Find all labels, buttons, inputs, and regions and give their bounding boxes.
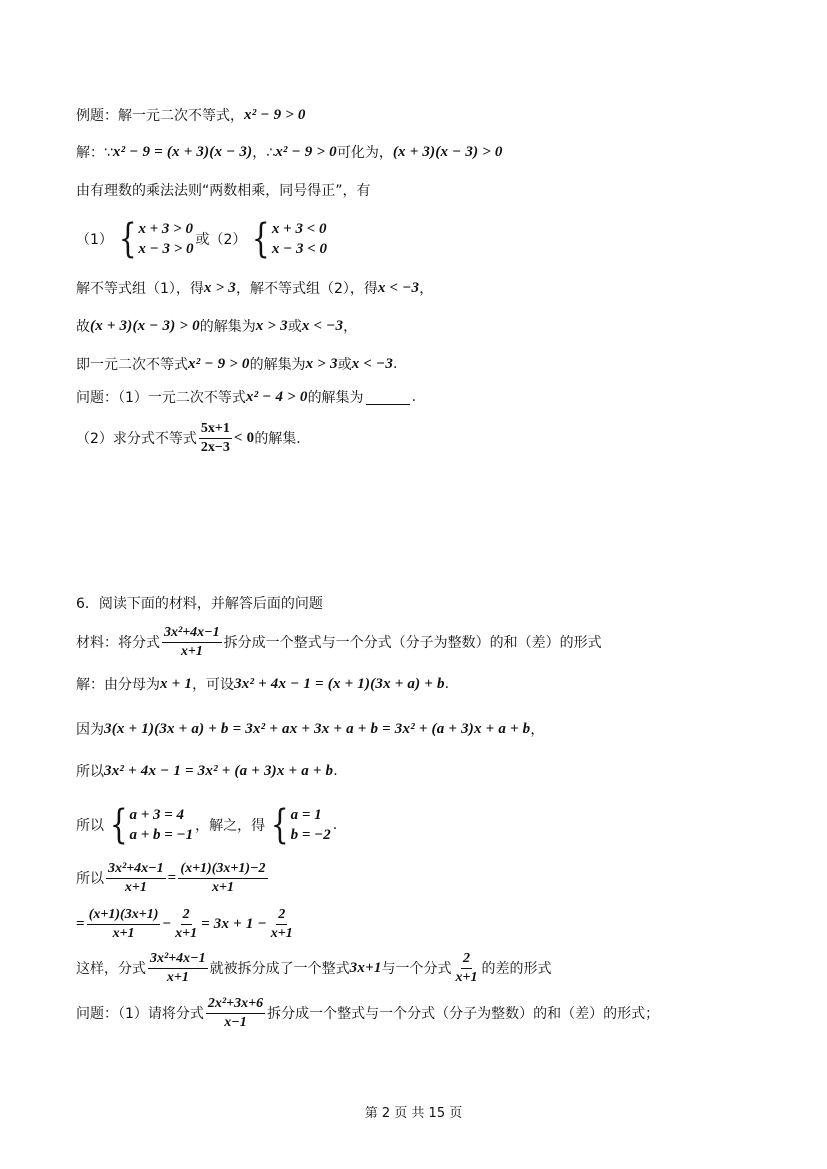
system-text: ，解之，得 <box>195 818 266 834</box>
fraction-line-2 <box>76 904 297 944</box>
thus-fraction <box>148 951 208 986</box>
result-row: a = 1 <box>290 807 322 823</box>
q2-text: （2）求分式不等式 <box>76 431 197 447</box>
material-line <box>76 622 602 662</box>
p6-question-fraction <box>206 996 265 1031</box>
fraction-1 <box>106 861 166 896</box>
p6-solution-line <box>76 672 449 696</box>
case2-row: x − 3 < 0 <box>271 241 328 257</box>
fraction-numerator: 2x²+3x+6 <box>206 996 265 1014</box>
thus-fraction-2 <box>454 951 480 986</box>
example-label: 例题：解一元二次不等式， <box>76 108 244 124</box>
material-text: 拆分成一个整式与一个分式（分子为整数）的和（差）的形式 <box>223 635 602 651</box>
q1-text: 问题：（1）一元二次不等式 <box>76 390 246 406</box>
conclusion-line <box>76 352 398 376</box>
q1-end: . <box>411 389 417 405</box>
solve-text: ， <box>419 281 434 297</box>
conc-inequality: x² − 9 > 0 <box>188 355 250 372</box>
sol-mid2: 可化为， <box>336 145 393 161</box>
fraction-denominator: x+1 <box>166 969 189 985</box>
result-system <box>267 802 331 848</box>
fraction-5 <box>269 907 295 942</box>
fraction-denominator: x+1 <box>124 879 147 895</box>
question1-line <box>76 385 416 409</box>
so-line <box>76 314 357 338</box>
answer-blank[interactable] <box>366 390 410 405</box>
because-line <box>76 717 544 741</box>
cases-line <box>76 216 329 262</box>
so-equation-line <box>76 759 338 783</box>
thus-line <box>76 948 552 988</box>
rule-text: 由有理数的乘法法则“两数相乘，同号得正”，有 <box>76 183 371 199</box>
p6-question-text: 问题：（1）请将分式 <box>76 1006 204 1022</box>
question2-line <box>76 418 301 458</box>
inequality-again: x² − 9 > 0 <box>275 143 337 160</box>
system-text: 所以 <box>76 818 104 834</box>
q2-fraction <box>199 421 232 456</box>
fraction-denominator: x+1 <box>112 925 135 941</box>
p6-question-text: 拆分成一个整式与一个分式（分子为整数）的和（差）的形式； <box>267 1006 660 1022</box>
example-line <box>76 103 306 127</box>
solve-result-1: x > 3 <box>203 279 236 296</box>
case1-row: x + 3 > 0 <box>138 221 193 237</box>
fraction-numerator: 2 <box>276 907 287 925</box>
because-text: 因为 <box>76 722 104 738</box>
material-text: 材料：将分式 <box>76 635 160 651</box>
problem6-title <box>76 591 323 615</box>
fraction-numerator: 5x+1 <box>199 421 232 439</box>
conc-result-1: x > 3 <box>305 355 338 372</box>
thus-text: 与一个分式 <box>381 961 452 977</box>
so-eq-end: . <box>333 763 338 779</box>
fraction-denominator: x+1 <box>175 925 198 941</box>
system-line <box>76 802 337 848</box>
fraction-denominator: x+1 <box>455 969 478 985</box>
case1-label: （1） <box>76 232 113 248</box>
brace-icon: { <box>118 216 137 262</box>
rule-line <box>76 178 371 202</box>
solve-text: ，解不等式组（2），得 <box>235 281 378 297</box>
system-row: a + 3 = 4 <box>129 807 185 823</box>
factored-inequality: (x + 3)(x − 3) > 0 <box>392 143 503 160</box>
result-row: b = −2 <box>290 827 331 843</box>
brace-icon: { <box>109 802 128 848</box>
solve-line <box>76 276 433 300</box>
fraction-denominator: x−1 <box>224 1014 247 1030</box>
coefficient-system <box>106 802 194 848</box>
problem-title: 6．阅读下面的材料，并解答后面的问题 <box>76 596 323 612</box>
fraction-line-1 <box>76 858 270 898</box>
so-result-1: x > 3 <box>255 317 288 334</box>
factor-equation: x² − 9 = (x + 3)(x − 3) <box>112 143 253 160</box>
so-text: 故 <box>76 319 90 335</box>
conc-result-2: x < −3 <box>351 355 394 372</box>
fraction-numerator: (x+1)(3x+1) <box>87 907 161 925</box>
q2-text: 的解集. <box>254 431 301 447</box>
fraction-text: 所以 <box>76 871 104 887</box>
system-row: a + b = −1 <box>129 827 194 843</box>
brace-icon: { <box>252 216 271 262</box>
thus-text: 就被拆分成了一个整式 <box>209 961 350 977</box>
fraction-numerator: (x+1)(3x+1)−2 <box>178 861 267 879</box>
fraction-denominator: x+1 <box>211 879 234 895</box>
or-text: 或（2） <box>195 232 247 248</box>
fraction-denominator: x+1 <box>180 643 203 659</box>
q1-text: 的解集为 <box>307 390 364 406</box>
conc-text: 的解集为 <box>249 357 306 373</box>
fraction-denominator: 2x−3 <box>200 439 230 455</box>
p6-sol-text: ，可设 <box>192 677 235 693</box>
system-end: . <box>332 817 338 833</box>
page-footer: 第 2 页 共 15 页 <box>364 1106 463 1121</box>
sol-mid: ，∴ <box>252 145 276 161</box>
case1-row: x − 3 > 0 <box>138 241 194 257</box>
solve-text: 解不等式组（1），得 <box>76 281 204 297</box>
so-text: 的解集为 <box>199 319 256 335</box>
so-equation: 3x² + 4x − 1 = 3x² + (a + 3)x + a + b <box>104 762 334 779</box>
so-inequality: (x + 3)(x − 3) > 0 <box>90 317 200 334</box>
equals-middle: = 3x + 1 − <box>201 915 267 932</box>
fraction-numerator: 3x²+4x−1 <box>148 951 208 969</box>
p6-sol-end: . <box>444 676 450 692</box>
q1-inequality: x² − 4 > 0 <box>245 388 308 405</box>
because-end: ， <box>530 722 545 738</box>
conc-end: . <box>393 356 398 372</box>
so-eq-text: 所以 <box>76 764 104 780</box>
because-equation: 3(x + 1)(3x + a) + b = 3x² + ax + 3x + a + b = 3x² + (a + 3)x + a + b <box>104 720 531 737</box>
thus-polynomial: 3x+1 <box>349 959 382 976</box>
solve-result-2: x < −3 <box>377 279 420 296</box>
fraction-denominator: x+1 <box>270 925 293 941</box>
fraction-numerator: 3x²+4x−1 <box>162 625 222 643</box>
p6-assume-equation: 3x² + 4x − 1 = (x + 1)(3x + a) + b <box>234 675 445 692</box>
material-fraction <box>162 625 222 660</box>
p6-question-line <box>76 993 659 1033</box>
so-end: ， <box>343 319 358 335</box>
fraction-numerator: 2 <box>461 951 472 969</box>
case2-row: x + 3 < 0 <box>271 221 327 237</box>
equals-sign: = <box>76 915 85 932</box>
conc-or: 或 <box>337 357 352 373</box>
fraction-numerator: 2 <box>181 907 192 925</box>
sol-prefix: 解：∵ <box>76 145 113 161</box>
p6-sol-text: 解：由分母为 <box>76 677 160 693</box>
so-result-2: x < −3 <box>301 317 344 334</box>
case2-system <box>248 216 328 262</box>
so-or: 或 <box>287 319 302 335</box>
fraction-2 <box>178 861 267 896</box>
fraction-3 <box>87 907 161 942</box>
brace-icon: { <box>270 802 289 848</box>
thus-text: 这样，分式 <box>76 961 146 977</box>
case1-system <box>115 216 194 262</box>
solution-line <box>76 140 503 164</box>
fraction-4 <box>173 907 199 942</box>
p6-denominator: x + 1 <box>160 675 193 692</box>
example-inequality: x² − 9 > 0 <box>244 106 306 123</box>
minus-sign: − <box>162 915 172 932</box>
q2-relation: < 0 <box>233 429 255 446</box>
thus-text: 的差的形式 <box>481 961 552 977</box>
fraction-numerator: 3x²+4x−1 <box>106 861 166 879</box>
equals-sign: = <box>167 869 177 886</box>
conc-text: 即一元二次不等式 <box>76 357 188 373</box>
